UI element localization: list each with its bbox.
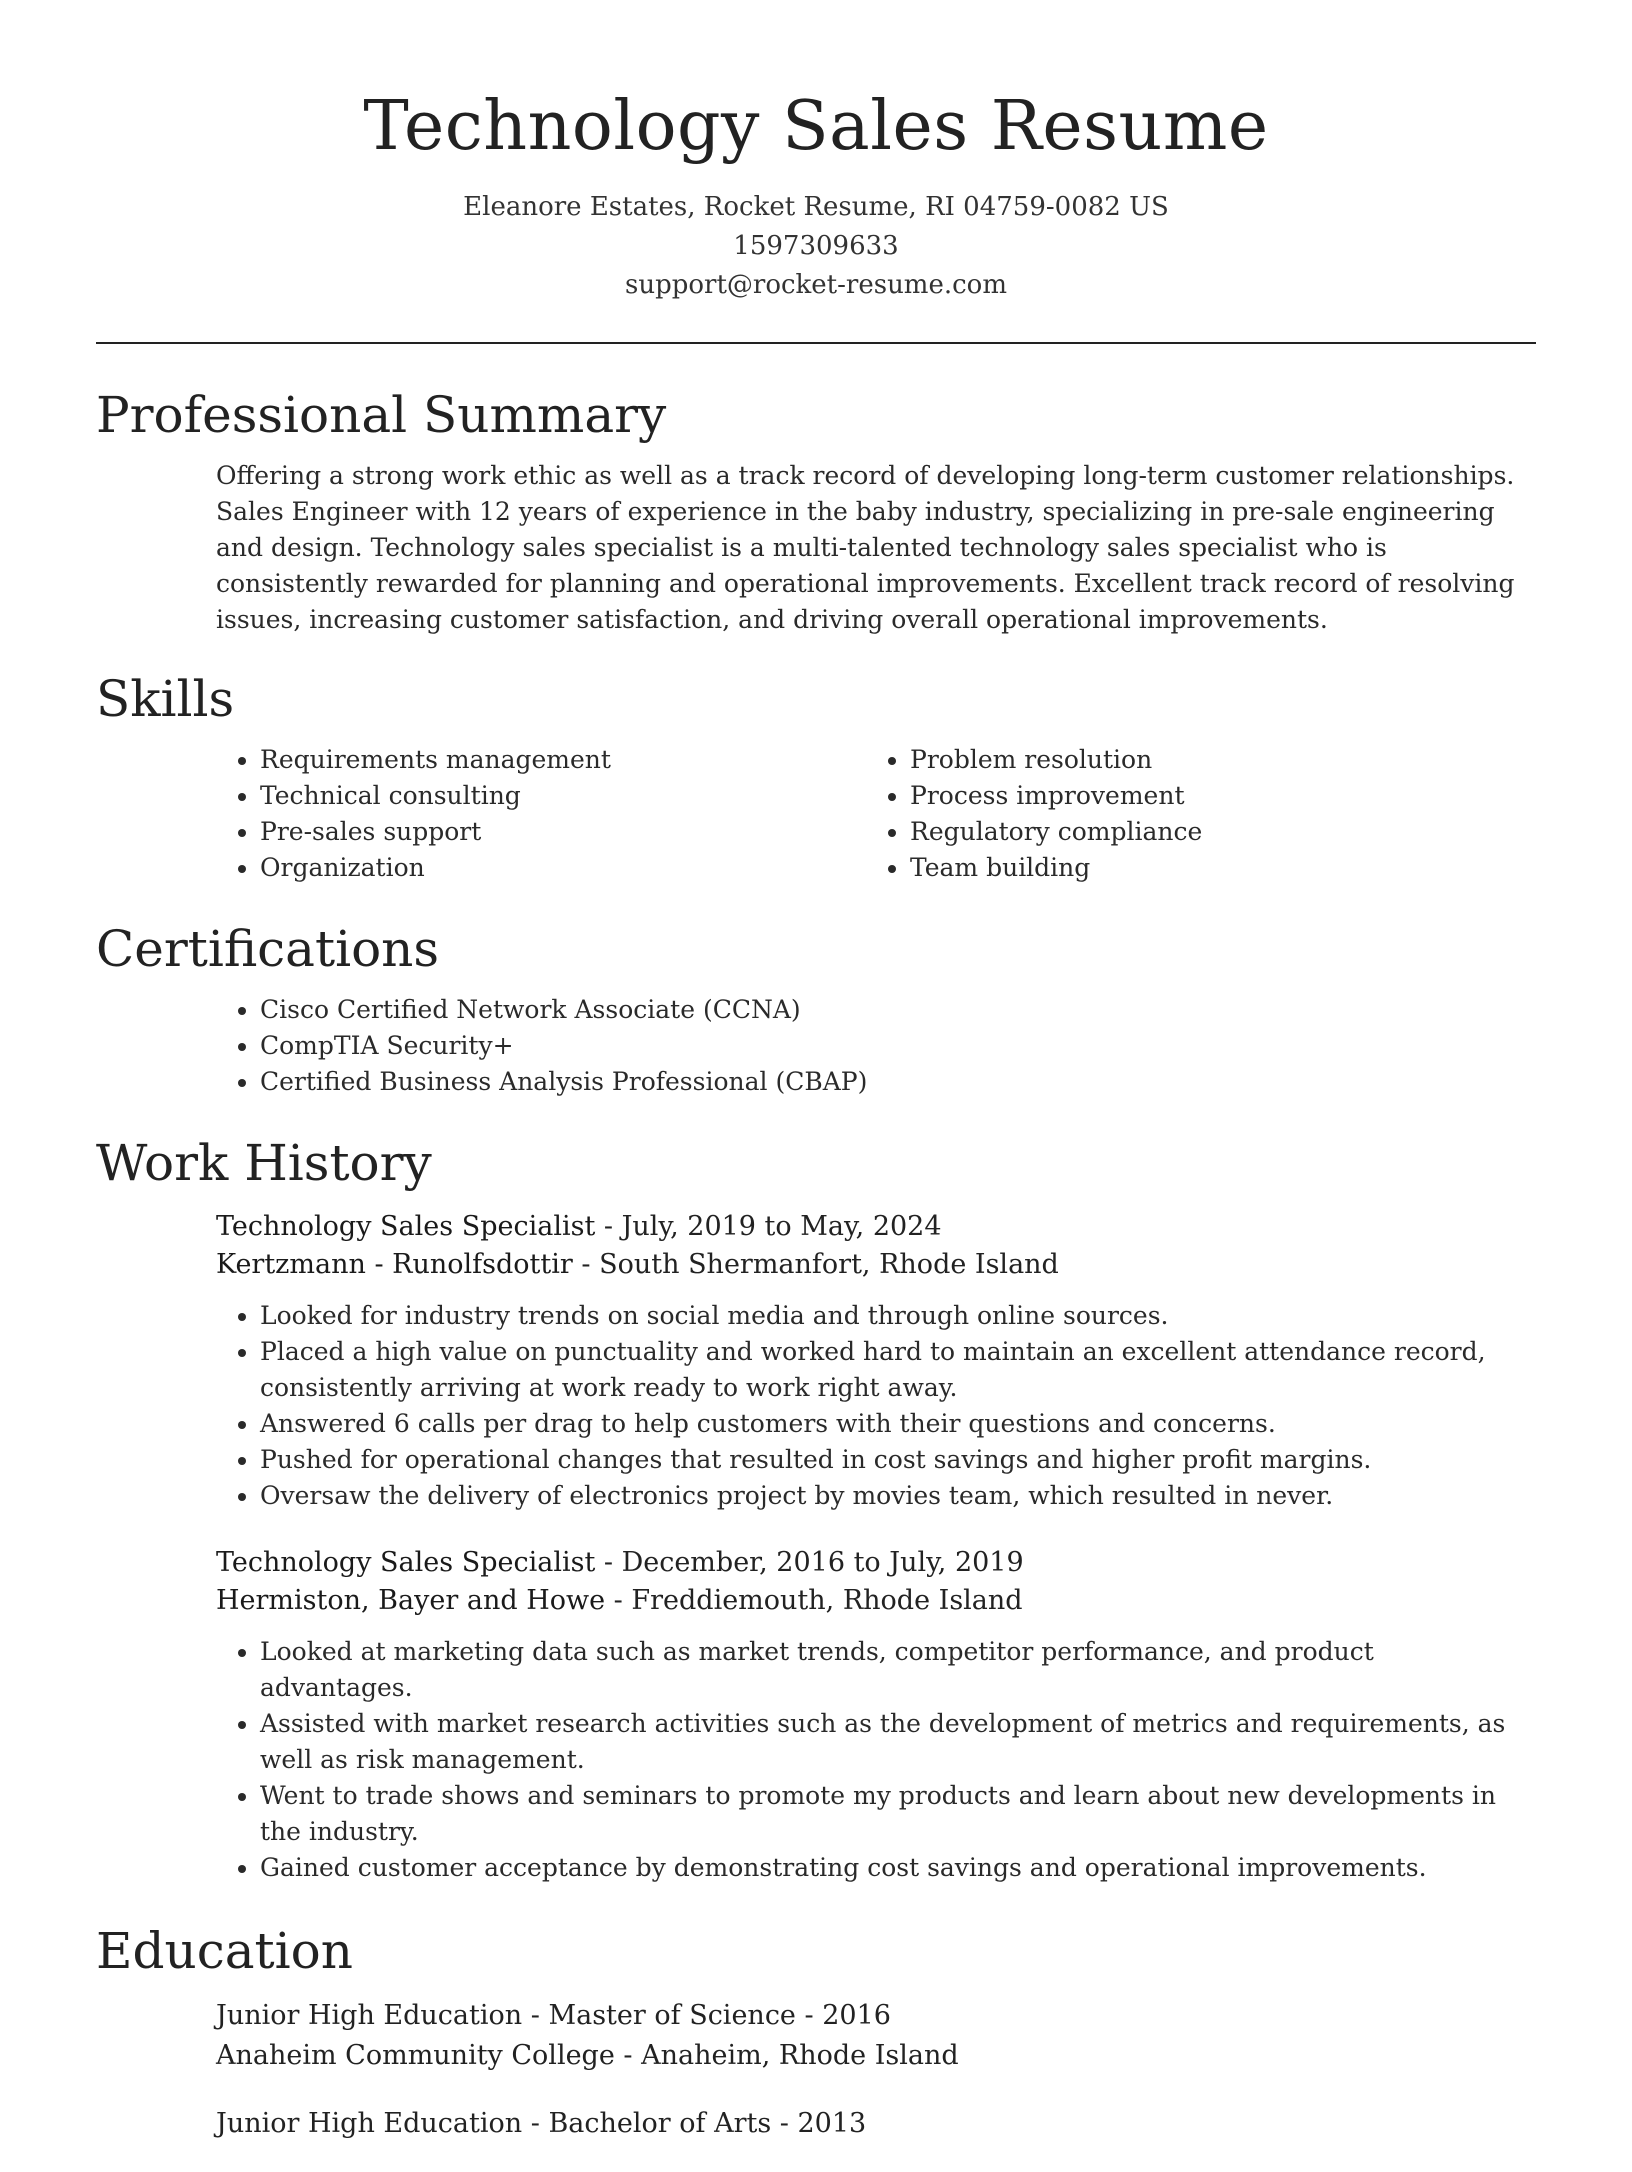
- education-list: [216, 1996, 1516, 2144]
- job-title: Technology Sales Specialist: [216, 1547, 596, 1578]
- job-location: - Freddiemouth, Rhode Island: [605, 1585, 1023, 1616]
- skill-item: • Regulatory compliance: [910, 814, 1516, 850]
- skills-heading: Skills: [96, 670, 235, 728]
- education-entry: [216, 1996, 1516, 2076]
- education-school-type: Junior High Education: [216, 2000, 523, 2031]
- job-bullets: [216, 1634, 1516, 1886]
- skill-item: • Technical consulting: [260, 778, 866, 814]
- skill-item: • Problem resolution: [910, 742, 1516, 778]
- job-company-line: [216, 1246, 1516, 1284]
- skill-item: • Process improvement: [910, 778, 1516, 814]
- certification-item: • Certified Business Analysis Professional (CBAP): [260, 1064, 1516, 1100]
- work-history-heading: Work History: [96, 1134, 432, 1192]
- job-bullet: • Answered 6 calls per drag to help customers with their questions and concerns.: [260, 1406, 1516, 1442]
- education-entry: [216, 2104, 1516, 2144]
- job-bullet: • Gained customer acceptance by demonstrating cost savings and operational improvements.: [260, 1850, 1516, 1886]
- job-dates: - December, 2016 to July, 2019: [595, 1547, 1024, 1578]
- education-heading: Education: [96, 1922, 353, 1980]
- skill-item: • Organization: [260, 850, 866, 886]
- education-year: - 2016: [795, 2000, 891, 2031]
- address-text: Eleanore Estates, Rocket Resume, RI 04759-0082 US: [463, 192, 1169, 222]
- work-history-list: [216, 1208, 1516, 1886]
- certification-item: • CompTIA Security+: [260, 1028, 1516, 1064]
- skills-column-left: [216, 742, 866, 886]
- education-location: - Anaheim, Rhode Island: [614, 2040, 959, 2071]
- job-bullet: • Looked for industry trends on social media and through online sources.: [260, 1298, 1516, 1334]
- skill-item: • Pre-sales support: [260, 814, 866, 850]
- job-dates: - July, 2019 to May, 2024: [595, 1211, 942, 1242]
- skill-item: • Requirements management: [260, 742, 866, 778]
- job-title: Technology Sales Specialist: [216, 1211, 596, 1242]
- education-year: - 2013: [771, 2108, 867, 2139]
- summary-text: Offering a strong work ethic as well as a track record of developing long-term customer relationships. Sales Engineer with 12 years of experience in the baby industry, specializing in pre-sale engineering and design. Technology sales specialist is a multi-talented technology sales specialist who is consistently rewarded for planning and operational improvements. Excellent track record of resolving issues, increasing customer satisfaction, and driving overall operational improvements.: [216, 461, 1515, 634]
- education-institution: Anaheim Community College: [216, 2040, 615, 2071]
- education-institution-line: [216, 2036, 1516, 2076]
- resume-header: [0, 84, 1632, 305]
- phone-text: 1597309633: [733, 231, 899, 261]
- skills-list: [216, 742, 1516, 886]
- job-bullet: • Looked at marketing data such as market trends, competitor performance, and product advantages.: [260, 1634, 1516, 1706]
- job-company: Kertzmann - Runolfsdottir: [216, 1249, 573, 1280]
- email-text: support@rocket-resume.com: [624, 270, 1007, 300]
- header-divider: [96, 342, 1536, 344]
- skill-item: • Team building: [910, 850, 1516, 886]
- job-title-line: [216, 1208, 1516, 1246]
- certification-item: • Cisco Certified Network Associate (CCNA): [260, 992, 1516, 1028]
- resume-content: [96, 380, 1536, 2172]
- certifications-list: [216, 992, 1516, 1100]
- skills-column-right: [866, 742, 1516, 886]
- certifications-heading: Certifications: [96, 920, 440, 978]
- education-degree-line: [216, 1996, 1516, 2036]
- education-degree: - Bachelor of Arts: [522, 2108, 772, 2139]
- job-company-line: [216, 1582, 1516, 1620]
- job-entry: [216, 1544, 1516, 1886]
- education-degree-line: [216, 2104, 1516, 2144]
- job-bullets: [216, 1298, 1516, 1514]
- job-bullet: • Pushed for operational changes that resulted in cost savings and higher profit margins.: [260, 1442, 1516, 1478]
- job-location: - South Shermanfort, Rhode Island: [572, 1249, 1059, 1280]
- job-bullet: • Oversaw the delivery of electronics project by movies team, which resulted in never.: [260, 1478, 1516, 1514]
- summary-heading: Professional Summary: [96, 386, 667, 444]
- education-degree: - Master of Science: [522, 2000, 796, 2031]
- certifications-bullets: [216, 992, 1516, 1100]
- job-company: Hermiston, Bayer and Howe: [216, 1585, 606, 1616]
- job-bullet: • Went to trade shows and seminars to promote my products and learn about new developments in the industry.: [260, 1778, 1516, 1850]
- job-bullet: • Assisted with market research activities such as the development of metrics and requirements, as well as risk management.: [260, 1706, 1516, 1778]
- job-entry: [216, 1208, 1516, 1514]
- job-title-line: [216, 1544, 1516, 1582]
- page-title: Technology Sales Resume: [363, 87, 1269, 166]
- contact-info: [0, 188, 1632, 305]
- education-school-type: Junior High Education: [216, 2108, 523, 2139]
- job-bullet: • Placed a high value on punctuality and worked hard to maintain an excellent attendance record, consistently arriving at work ready to work right away.: [260, 1334, 1516, 1406]
